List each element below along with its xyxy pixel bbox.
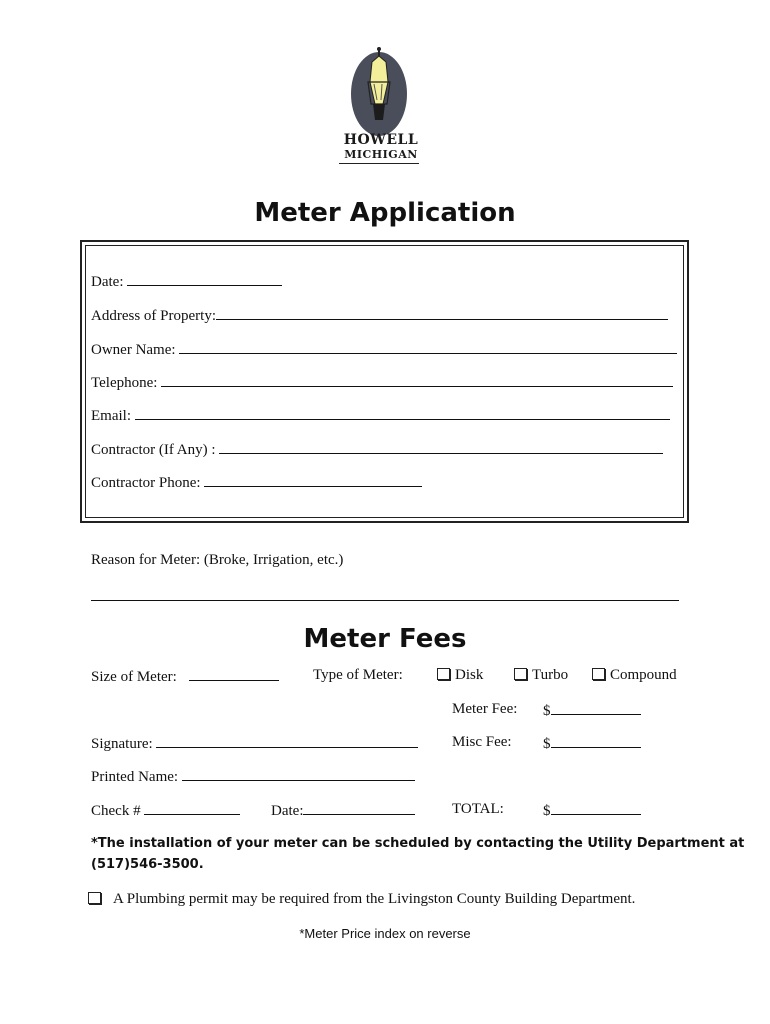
address-input-line[interactable]: [216, 306, 668, 320]
logo-text-michigan: MICHIGAN: [344, 148, 418, 161]
meter-fee-currency: $: [543, 703, 551, 719]
reason-input-line[interactable]: [91, 600, 679, 601]
compound-checkbox[interactable]: [592, 668, 605, 680]
turbo-checkbox[interactable]: [514, 668, 527, 680]
total-currency: $: [543, 803, 551, 819]
disk-label: Disk: [455, 667, 484, 683]
telephone-field[interactable]: [91, 373, 673, 392]
howell-logo: [335, 42, 427, 166]
email-input-line[interactable]: [135, 406, 670, 420]
misc-fee-currency: $: [543, 736, 551, 752]
fees-title: Meter Fees: [303, 624, 467, 654]
misc-fee-field[interactable]: [543, 734, 641, 753]
size-field[interactable]: [91, 667, 279, 686]
meter-fee-label: Meter Fee:: [452, 701, 518, 717]
date-input-line[interactable]: [127, 272, 282, 286]
size-label: Size of Meter:: [91, 669, 177, 685]
contractor-phone-field[interactable]: [91, 473, 422, 492]
total-field[interactable]: [543, 801, 641, 820]
address-label: Address of Property:: [91, 308, 216, 324]
meter-fee-field[interactable]: [543, 701, 641, 720]
total-input-line[interactable]: [551, 801, 641, 815]
logo-underline: [339, 163, 419, 164]
date2-label: Date:: [271, 803, 304, 819]
logo-text-howell: HOWELL: [343, 132, 419, 148]
email-label: Email:: [91, 408, 131, 424]
check-label: Check #: [91, 803, 141, 819]
contractor-phone-input-line[interactable]: [204, 473, 422, 487]
date-field[interactable]: [91, 272, 282, 291]
type-option-compound[interactable]: [592, 667, 677, 684]
plumbing-checkbox[interactable]: [88, 892, 101, 904]
contractor-field[interactable]: [91, 440, 663, 459]
total-label: TOTAL:: [452, 801, 504, 817]
owner-input-line[interactable]: [179, 340, 677, 354]
address-field[interactable]: [91, 306, 668, 325]
page-title: Meter Application: [254, 198, 516, 228]
signature-input-line[interactable]: [156, 734, 418, 748]
disk-checkbox[interactable]: [437, 668, 450, 680]
printed-name-field[interactable]: [91, 767, 415, 786]
misc-fee-input-line[interactable]: [551, 734, 641, 748]
email-field[interactable]: [91, 406, 670, 425]
plumbing-note-text: A Plumbing permit may be required from the Livingston County Building Department.: [113, 891, 636, 907]
type-label: Type of Meter:: [313, 667, 403, 683]
check-field[interactable]: [91, 801, 240, 820]
meter-fee-input-line[interactable]: [551, 701, 641, 715]
reason-label: Reason for Meter: (Broke, Irrigation, etc.): [91, 552, 344, 568]
compound-label: Compound: [610, 667, 677, 683]
signature-label: Signature:: [91, 736, 153, 752]
telephone-label: Telephone:: [91, 375, 158, 391]
date-label: Date:: [91, 274, 124, 290]
plumbing-note[interactable]: [88, 891, 635, 908]
printed-name-label: Printed Name:: [91, 769, 179, 785]
contractor-phone-label: Contractor Phone:: [91, 475, 201, 491]
printed-name-input-line[interactable]: [182, 767, 415, 781]
owner-field[interactable]: [91, 340, 677, 359]
contractor-label: Contractor (If Any) :: [91, 442, 216, 458]
size-input-line[interactable]: [189, 667, 279, 681]
turbo-label: Turbo: [532, 667, 569, 683]
owner-label: Owner Name:: [91, 342, 176, 358]
date2-field[interactable]: [271, 801, 415, 820]
check-input-line[interactable]: [144, 801, 240, 815]
signature-field[interactable]: [91, 734, 418, 753]
price-index-note: *Meter Price index on reverse: [299, 926, 471, 941]
date2-input-line[interactable]: [303, 801, 415, 815]
contractor-input-line[interactable]: [219, 440, 663, 454]
misc-fee-label: Misc Fee:: [452, 734, 512, 750]
telephone-input-line[interactable]: [161, 373, 673, 387]
type-option-turbo[interactable]: [514, 667, 568, 684]
type-option-disk[interactable]: [437, 667, 483, 684]
installation-note-line2: (517)546-3500.: [91, 857, 204, 872]
installation-note-line1: *The installation of your meter can be scheduled by contacting the Utility Department at: [91, 836, 745, 851]
